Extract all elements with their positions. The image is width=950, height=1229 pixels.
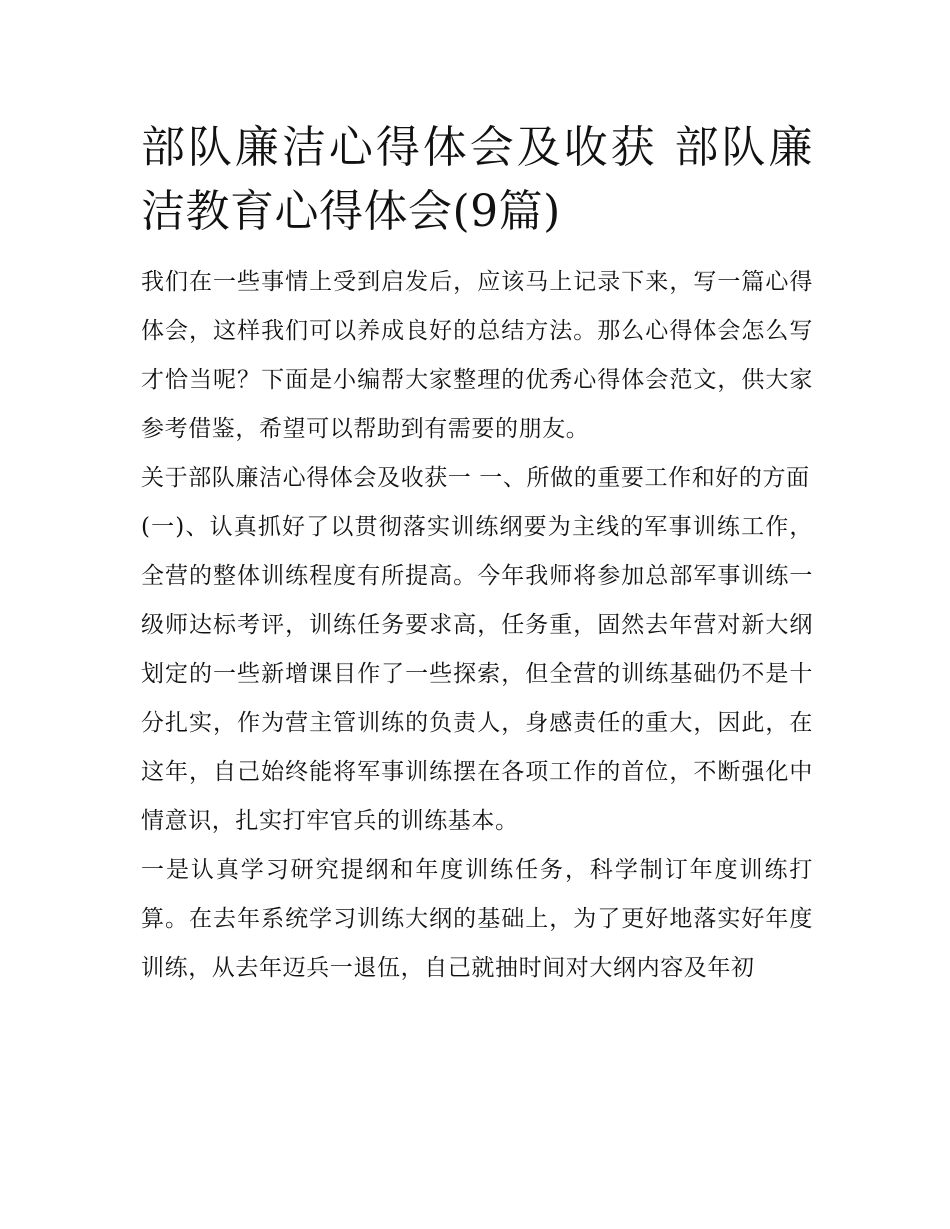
document-body (141, 116, 813, 993)
section-heading-paragraph: 关于部队廉洁心得体会及收获一 一、所做的重要工作和好的方面 (141, 465, 810, 491)
intro-paragraph: 我们在一些事情上受到启发后，应该马上记录下来，写一篇心得体会，这样我们可以养成良好的总结方法。那么心得体会怎么写才恰当呢？下面是小编帮大家整理的优秀心得体会范文，供大家参考借鉴，希望可以帮助到有需要的朋友。 (141, 269, 813, 442)
document-title: 部队廉洁心得体会及收获 部队廉洁教育心得体会(9篇) (141, 122, 813, 237)
body-paragraph: (一)、认真抓好了以贯彻落实训练纲要为主线的军事训练工作，全营的整体训练程度有所提高。今年我师将参加总部军事训练一级师达标考评，训练任务要求高，任务重，固然去年营对新大纲划定的一些新增课目作了一些探索，但全营的训练基础仍不是十分扎实，作为营主管训练的负责人，身感责任的重大，因此，在这年，自己始终能将军事训练摆在各项工作的首位，不断强化中情意识，扎实打牢官兵的训练基本。 (141, 514, 813, 834)
body-paragraph: 一是认真学习研究提纲和年度训练任务，科学制订年度训练打算。在去年系统学习训练大纲的基础上，为了更好地落实好年度训练，从去年迈兵一退伍，自己就抽时间对大纲内容及年初 (141, 857, 813, 981)
